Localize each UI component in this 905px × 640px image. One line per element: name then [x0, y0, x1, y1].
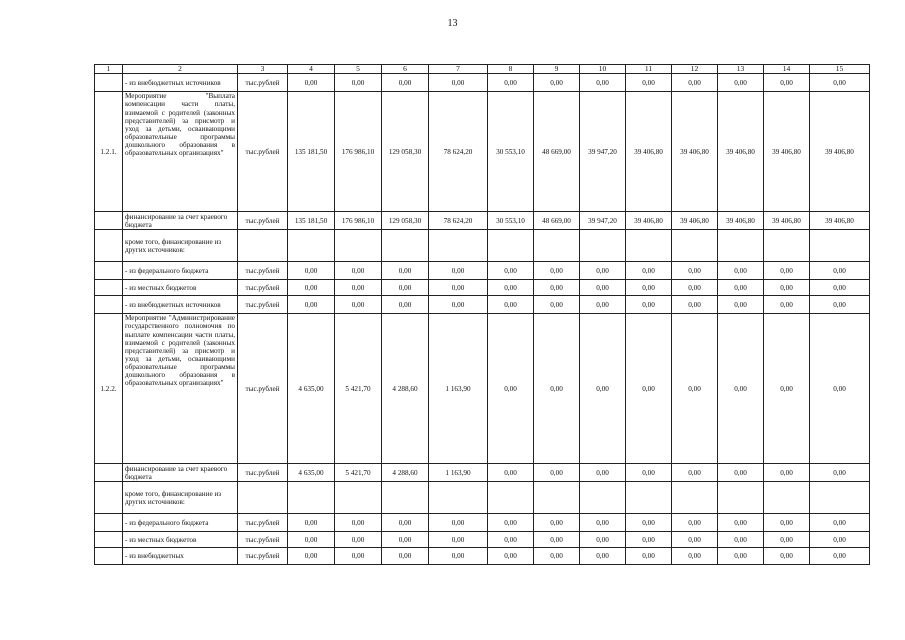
value-cell: 0,00 [335, 532, 382, 548]
value-cell: 0,00 [718, 548, 764, 565]
column-header-14: 14 [764, 65, 810, 74]
column-header-12: 12 [672, 65, 718, 74]
value-cell: 0,00 [335, 548, 382, 565]
value-cell: 0,00 [764, 74, 810, 92]
value-cell: 30 553,10 [488, 212, 534, 230]
row-index [95, 532, 123, 548]
value-cell: 0,00 [672, 514, 718, 532]
value-cell: 0,00 [488, 296, 534, 314]
value-cell [718, 482, 764, 514]
value-cell: 39 406,80 [810, 92, 870, 212]
value-cell [288, 230, 335, 262]
value-cell: 0,00 [764, 532, 810, 548]
value-cell: 0,00 [488, 548, 534, 565]
value-cell: 0,00 [335, 514, 382, 532]
value-cell: 0,00 [534, 514, 580, 532]
column-header-6: 6 [382, 65, 429, 74]
row-name: - из местных бюджетов [123, 532, 238, 548]
value-cell: 0,00 [764, 464, 810, 482]
value-cell: 0,00 [488, 262, 534, 280]
value-cell: 0,00 [718, 262, 764, 280]
row-unit: тыс.рублей [238, 296, 288, 314]
value-cell: 0,00 [672, 464, 718, 482]
value-cell: 0,00 [718, 514, 764, 532]
value-cell: 0,00 [810, 548, 870, 565]
value-cell: 0,00 [626, 532, 672, 548]
column-header-3: 3 [238, 65, 288, 74]
value-cell: 0,00 [488, 314, 534, 464]
row-index [95, 212, 123, 230]
value-cell [580, 230, 626, 262]
value-cell: 0,00 [288, 262, 335, 280]
value-cell: 0,00 [335, 280, 382, 296]
value-cell: 0,00 [718, 532, 764, 548]
table-row [95, 464, 870, 482]
column-header-4: 4 [288, 65, 335, 74]
value-cell: 48 669,00 [534, 212, 580, 230]
value-cell: 0,00 [580, 280, 626, 296]
row-name: - из федерального бюджета [123, 514, 238, 532]
value-cell: 0,00 [429, 280, 488, 296]
value-cell: 39 406,80 [810, 212, 870, 230]
value-cell: 0,00 [429, 532, 488, 548]
row-index: 1.2.1. [95, 92, 123, 212]
page-number: 13 [447, 18, 458, 29]
row-name: - из местных бюджетов [123, 280, 238, 296]
value-cell: 0,00 [580, 296, 626, 314]
value-cell [488, 482, 534, 514]
value-cell: 78 624,20 [429, 92, 488, 212]
row-name: кроме того, финансирование из других источников: [123, 230, 238, 262]
value-cell: 0,00 [672, 532, 718, 548]
value-cell: 5 421,70 [335, 464, 382, 482]
value-cell [335, 482, 382, 514]
row-name: Мероприятие "Выплата компенсации части платы, взимаемой с родителей (законных представителей) за присмотр и уход за детьми, осваивающими образовательные программы дошкольного образования в образовательных организациях" [123, 92, 238, 212]
value-cell: 0,00 [718, 464, 764, 482]
value-cell [718, 230, 764, 262]
table-row [95, 92, 870, 212]
column-header-7: 7 [429, 65, 488, 74]
value-cell: 0,00 [382, 74, 429, 92]
column-header-5: 5 [335, 65, 382, 74]
value-cell: 0,00 [626, 314, 672, 464]
value-cell: 0,00 [810, 262, 870, 280]
column-header-11: 11 [626, 65, 672, 74]
row-unit: тыс.рублей [238, 514, 288, 532]
value-cell: 0,00 [718, 296, 764, 314]
column-header-2: 2 [123, 65, 238, 74]
value-cell [810, 230, 870, 262]
row-index [95, 280, 123, 296]
value-cell: 0,00 [382, 262, 429, 280]
value-cell: 0,00 [764, 314, 810, 464]
value-cell: 39 406,80 [626, 92, 672, 212]
row-name: финансирование за счет краевого бюджета [123, 212, 238, 230]
column-header-15: 15 [810, 65, 870, 74]
value-cell: 39 406,80 [718, 212, 764, 230]
table-row [95, 296, 870, 314]
value-cell: 0,00 [672, 314, 718, 464]
table-row [95, 314, 870, 464]
value-cell: 4 288,60 [382, 464, 429, 482]
value-cell [626, 482, 672, 514]
value-cell: 39 947,20 [580, 212, 626, 230]
value-cell: 4 635,00 [288, 464, 335, 482]
value-cell: 0,00 [288, 514, 335, 532]
value-cell: 0,00 [626, 280, 672, 296]
value-cell: 0,00 [764, 296, 810, 314]
row-name: - из внебюджетных источников [123, 296, 238, 314]
value-cell: 0,00 [810, 314, 870, 464]
value-cell: 0,00 [626, 548, 672, 565]
value-cell: 0,00 [335, 74, 382, 92]
column-header-1: 1 [95, 65, 123, 74]
value-cell: 0,00 [288, 548, 335, 565]
value-cell: 0,00 [288, 296, 335, 314]
row-name: финансирование за счет краевого бюджета [123, 464, 238, 482]
row-unit: тыс.рублей [238, 74, 288, 92]
value-cell: 0,00 [488, 74, 534, 92]
value-cell: 176 986,10 [335, 212, 382, 230]
table-row [95, 212, 870, 230]
value-cell: 0,00 [764, 280, 810, 296]
value-cell: 0,00 [810, 532, 870, 548]
value-cell: 0,00 [534, 464, 580, 482]
row-index [95, 296, 123, 314]
row-index [95, 464, 123, 482]
table-row [95, 280, 870, 296]
value-cell [382, 482, 429, 514]
value-cell: 48 669,00 [534, 92, 580, 212]
value-cell: 0,00 [429, 262, 488, 280]
table-row [95, 262, 870, 280]
value-cell [488, 230, 534, 262]
value-cell: 0,00 [810, 296, 870, 314]
value-cell: 0,00 [288, 74, 335, 92]
value-cell: 0,00 [429, 74, 488, 92]
table-row [95, 230, 870, 262]
value-cell: 0,00 [580, 464, 626, 482]
value-cell: 0,00 [429, 548, 488, 565]
row-index [95, 262, 123, 280]
value-cell: 78 624,20 [429, 212, 488, 230]
table-row [95, 482, 870, 514]
value-cell: 0,00 [626, 464, 672, 482]
value-cell: 0,00 [672, 74, 718, 92]
value-cell: 0,00 [810, 514, 870, 532]
value-cell: 0,00 [534, 314, 580, 464]
column-header-8: 8 [488, 65, 534, 74]
row-index [95, 230, 123, 262]
row-unit [238, 482, 288, 514]
value-cell: 0,00 [382, 548, 429, 565]
value-cell: 0,00 [488, 532, 534, 548]
value-cell: 0,00 [534, 74, 580, 92]
row-unit: тыс.рублей [238, 92, 288, 212]
table-row [95, 548, 870, 565]
value-cell: 1 163,90 [429, 314, 488, 464]
row-unit: тыс.рублей [238, 212, 288, 230]
value-cell: 0,00 [580, 514, 626, 532]
value-cell: 0,00 [382, 532, 429, 548]
value-cell: 0,00 [429, 514, 488, 532]
value-cell: 0,00 [534, 280, 580, 296]
row-unit: тыс.рублей [238, 532, 288, 548]
value-cell: 0,00 [534, 262, 580, 280]
value-cell: 135 181,50 [288, 92, 335, 212]
value-cell: 0,00 [382, 296, 429, 314]
value-cell: 0,00 [764, 262, 810, 280]
row-index [95, 74, 123, 92]
value-cell: 0,00 [672, 296, 718, 314]
value-cell: 0,00 [335, 296, 382, 314]
row-unit: тыс.рублей [238, 280, 288, 296]
value-cell: 0,00 [718, 314, 764, 464]
value-cell: 0,00 [672, 280, 718, 296]
column-header-10: 10 [580, 65, 626, 74]
value-cell [764, 230, 810, 262]
value-cell [429, 230, 488, 262]
value-cell [626, 230, 672, 262]
value-cell: 39 406,80 [672, 92, 718, 212]
value-cell: 0,00 [626, 514, 672, 532]
value-cell: 0,00 [335, 262, 382, 280]
value-cell: 0,00 [488, 280, 534, 296]
value-cell: 39 406,80 [718, 92, 764, 212]
row-name: Мероприятие "Администрирование государственного полномочия по выплате компенсации части платы, взимаемой с родителей (законных представителей) за присмотр и уход за детьми, осваивающими образовательные программы дошкольного образования в образовательных организациях" [123, 314, 238, 464]
value-cell: 0,00 [764, 514, 810, 532]
value-cell: 0,00 [534, 532, 580, 548]
value-cell: 0,00 [626, 262, 672, 280]
row-index [95, 548, 123, 565]
budget-table [94, 64, 870, 565]
row-index [95, 514, 123, 532]
value-cell: 0,00 [534, 296, 580, 314]
value-cell: 0,00 [626, 74, 672, 92]
value-cell: 0,00 [672, 262, 718, 280]
value-cell: 1 163,90 [429, 464, 488, 482]
value-cell: 39 406,80 [764, 92, 810, 212]
table-row [95, 514, 870, 532]
value-cell: 0,00 [382, 514, 429, 532]
row-unit: тыс.рублей [238, 314, 288, 464]
value-cell [382, 230, 429, 262]
row-name: - из федерального бюджета [123, 262, 238, 280]
value-cell: 0,00 [488, 464, 534, 482]
value-cell: 30 553,10 [488, 92, 534, 212]
row-index [95, 482, 123, 514]
value-cell: 0,00 [580, 314, 626, 464]
table-row [95, 74, 870, 92]
column-header-9: 9 [534, 65, 580, 74]
row-name: - из внебюджетных [123, 548, 238, 565]
value-cell: 39 947,20 [580, 92, 626, 212]
value-cell: 129 058,30 [382, 92, 429, 212]
value-cell: 39 406,80 [764, 212, 810, 230]
value-cell: 0,00 [580, 74, 626, 92]
value-cell: 0,00 [810, 280, 870, 296]
value-cell: 0,00 [626, 296, 672, 314]
value-cell: 4 288,60 [382, 314, 429, 464]
value-cell: 0,00 [288, 280, 335, 296]
value-cell: 0,00 [672, 548, 718, 565]
table-row [95, 532, 870, 548]
row-index: 1.2.2. [95, 314, 123, 464]
value-cell: 39 406,80 [672, 212, 718, 230]
value-cell [335, 230, 382, 262]
value-cell: 0,00 [580, 262, 626, 280]
value-cell: 39 406,80 [626, 212, 672, 230]
row-unit: тыс.рублей [238, 262, 288, 280]
value-cell: 0,00 [580, 548, 626, 565]
value-cell: 135 181,50 [288, 212, 335, 230]
value-cell: 0,00 [534, 548, 580, 565]
row-unit: тыс.рублей [238, 548, 288, 565]
value-cell [534, 230, 580, 262]
value-cell: 0,00 [288, 532, 335, 548]
value-cell [672, 482, 718, 514]
value-cell: 0,00 [580, 532, 626, 548]
value-cell [580, 482, 626, 514]
row-name: кроме того, финансирование из других источников: [123, 482, 238, 514]
value-cell: 0,00 [764, 548, 810, 565]
value-cell [810, 482, 870, 514]
value-cell: 176 986,10 [335, 92, 382, 212]
row-unit: тыс.рублей [238, 464, 288, 482]
value-cell: 129 058,30 [382, 212, 429, 230]
row-unit [238, 230, 288, 262]
row-name: - из внебюджетных источников [123, 74, 238, 92]
value-cell: 4 635,00 [288, 314, 335, 464]
value-cell [672, 230, 718, 262]
value-cell: 0,00 [810, 74, 870, 92]
value-cell: 0,00 [382, 280, 429, 296]
header-row [95, 65, 870, 74]
value-cell: 5 421,70 [335, 314, 382, 464]
value-cell: 0,00 [810, 464, 870, 482]
value-cell [764, 482, 810, 514]
column-header-13: 13 [718, 65, 764, 74]
value-cell: 0,00 [488, 514, 534, 532]
value-cell [534, 482, 580, 514]
value-cell: 0,00 [429, 296, 488, 314]
value-cell: 0,00 [718, 280, 764, 296]
value-cell [429, 482, 488, 514]
value-cell: 0,00 [718, 74, 764, 92]
value-cell [288, 482, 335, 514]
